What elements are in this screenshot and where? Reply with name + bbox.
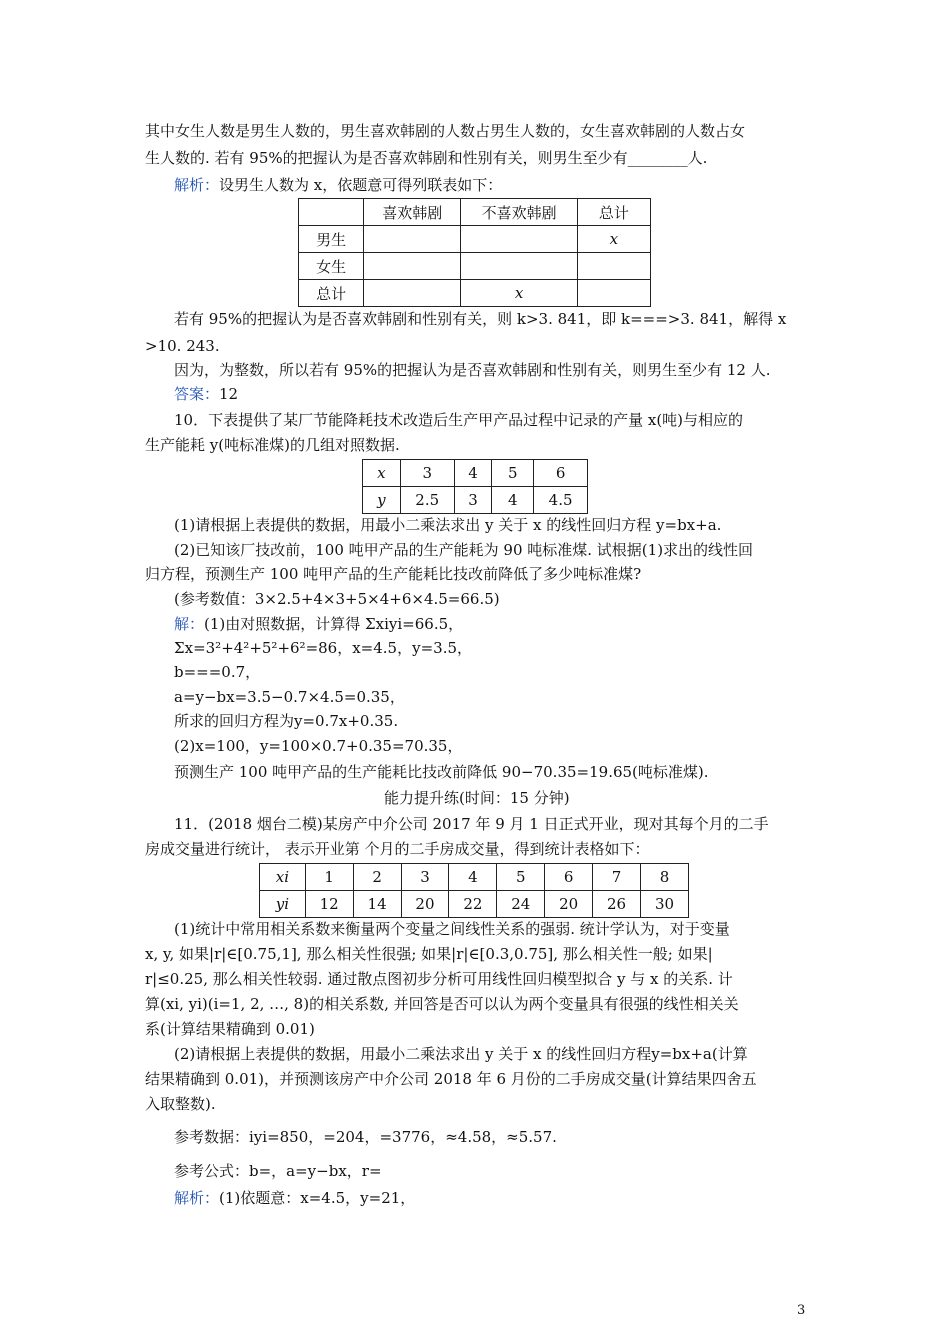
table-cell [461, 253, 577, 280]
table-cell: 2.5 [400, 487, 454, 514]
q11-part-1b: x, y, 如果|r|∈[0.75,1], 那么相关性很强; 如果|r|∈[0.3,0.75], 那么相关性一般; 如果| [145, 945, 713, 963]
q10-solution-4: a=y−bx=3.5−0.7×4.5=0.35， [174, 688, 405, 706]
q9-solution [174, 174, 502, 196]
table-row [299, 226, 651, 253]
table-cell: 8 [640, 864, 688, 891]
table-cell: x [577, 226, 650, 253]
table-cell [364, 226, 461, 253]
table-cell: 24 [497, 891, 545, 918]
table-cell: 26 [593, 891, 641, 918]
q10-solution-7: 预测生产 100 吨甲产品的生产能耗比技改前降低 90−70.35=19.65(吨标准煤). [174, 763, 709, 781]
table-header-cell [299, 199, 364, 226]
table-cell [364, 280, 461, 307]
table-header-cell: 总计 [577, 199, 650, 226]
q10-part-2b: 归方程，预测生产 100 吨甲产品的生产能耗比技改前降低了多少吨标准煤? [145, 565, 642, 583]
solution-text: (1)依题意：x=4.5，y=21， [219, 1189, 416, 1207]
table-row [299, 253, 651, 280]
table-cell [461, 226, 577, 253]
table-cell: 14 [353, 891, 401, 918]
q11-part-1c: r|≤0.25, 那么相关性较弱. 通过散点图初步分析可用线性回归模型拟合 y 与 x 的关系. 计 [145, 970, 733, 988]
table-row [363, 460, 588, 487]
q9-answer [174, 383, 238, 405]
table-cell [577, 253, 650, 280]
intro-line-1: 其中女生人数是男生人数的，男生喜欢韩剧的人数占男生人数的，女生喜欢韩剧的人数占女 [145, 122, 746, 140]
q10-line-1: 10．下表提供了某厂节能降耗技术改造后生产甲产品过程中记录的产量 x(吨)与相应的 [174, 411, 744, 429]
table-cell: 1 [305, 864, 353, 891]
q11-reference-data: 参考数据：iyi=850，=204，=3776，≈4.58，≈5.57. [174, 1128, 557, 1146]
table-cell [577, 280, 650, 307]
table-cell: 6 [545, 864, 593, 891]
table-cell: 20 [401, 891, 449, 918]
table-cell: 4 [492, 487, 534, 514]
q11-reference-formula: 参考公式：b=，a=y−bx，r= [174, 1162, 382, 1180]
table-cell: xi [260, 864, 306, 891]
table-cell: 3 [454, 487, 492, 514]
table-cell: 4.5 [534, 487, 588, 514]
q9-line-b: >10. 243. [145, 337, 220, 355]
table-cell: 6 [534, 460, 588, 487]
q10-solution-2: Σx=3²+4²+5²+6²=86，x=4.5，y=3.5， [174, 639, 473, 657]
table-header-cell: 不喜欢韩剧 [461, 199, 577, 226]
solution-label: 解析： [174, 1189, 220, 1207]
table-cell: 12 [305, 891, 353, 918]
q11-solution-1 [174, 1187, 415, 1209]
contingency-table [298, 198, 651, 307]
q10-solution-6: (2)x=100，y=100×0.7+0.35=70.35， [174, 737, 463, 755]
answer-label: 答案： [174, 385, 220, 403]
table-cell: 22 [449, 891, 497, 918]
q11-part-2c: 入取整数). [145, 1095, 216, 1113]
q11-line-1: 11．(2018 烟台二模)某房产中介公司 2017 年 9 月 1 日正式开业，现对其每个月的二手 [174, 815, 769, 833]
table-cell: x [461, 280, 577, 307]
table-cell: 4 [454, 460, 492, 487]
table-cell: yi [260, 891, 306, 918]
q10-part-2a: (2)已知该厂技改前，100 吨甲产品的生产能耗为 90 吨标准煤. 试根据(1)求出的线性回 [174, 541, 754, 559]
table-cell: 总计 [299, 280, 364, 307]
table-row [363, 487, 588, 514]
table-cell: y [363, 487, 401, 514]
solution-label: 解： [174, 615, 205, 633]
q10-solution-3: b===0.7， [174, 663, 261, 681]
section-title: 能力提升练(时间：15 分钟) [384, 789, 570, 807]
q10-solution-5: 所求的回归方程为y=0.7x+0.35. [174, 712, 399, 730]
table-cell: 男生 [299, 226, 364, 253]
q11-part-1e: 系(计算结果精确到 0.01) [145, 1020, 315, 1038]
page-number: 3 [797, 1303, 806, 1318]
q10-data-table [362, 459, 588, 514]
table-row [260, 864, 689, 891]
table-row [299, 280, 651, 307]
table-cell: 5 [497, 864, 545, 891]
table-header-cell: 喜欢韩剧 [364, 199, 461, 226]
q11-part-1a: (1)统计中常用相关系数来衡量两个变量之间线性关系的强弱. 统计学认为，对于变量 [174, 920, 730, 938]
table-cell: 30 [640, 891, 688, 918]
table-cell: 5 [492, 460, 534, 487]
q10-part-1: (1)请根据上表提供的数据，用最小二乘法求出 y 关于 x 的线性回归方程 y=bx+a. [174, 516, 722, 534]
table-cell: 20 [545, 891, 593, 918]
table-cell: 2 [353, 864, 401, 891]
q11-part-2b: 结果精确到 0.01)，并预测该房产中介公司 2018 年 6 月份的二手房成交量(计算结果四舍五 [145, 1070, 757, 1088]
table-row [260, 891, 689, 918]
q11-part-1d: 算(xi, yi)(i=1, 2, …, 8)的相关系数, 并回答是否可以认为两个变量具有很强的线性相关关 [145, 995, 739, 1013]
q11-line-2: 房成交量进行统计， 表示开业第 个月的二手房成交量，得到统计表格如下： [145, 840, 650, 858]
intro-line-2: 生人数的. 若有 95%的把握认为是否喜欢韩剧和性别有关，则男生至少有________人. [145, 149, 708, 167]
q10-line-2: 生产能耗 y(吨标准煤)的几组对照数据. [145, 436, 400, 454]
q10-reference: (参考数值：3×2.5+4×3+5×4+6×4.5=66.5) [174, 590, 500, 608]
table-cell: x [363, 460, 401, 487]
q9-line-a: 若有 95%的把握认为是否喜欢韩剧和性别有关，则 k>3. 841，即 k===>3. 841，解得 x [174, 310, 787, 328]
table-cell: 3 [400, 460, 454, 487]
solution-text: 设男生人数为 x，依题意可得列联表如下： [219, 176, 503, 194]
table-cell: 4 [449, 864, 497, 891]
table-cell: 3 [401, 864, 449, 891]
q10-solution-1 [174, 613, 463, 635]
q9-line-c: 因为，为整数，所以若有 95%的把握认为是否喜欢韩剧和性别有关，则男生至少有 12 人. [174, 361, 771, 379]
solution-label: 解析： [174, 176, 220, 194]
q11-data-table [259, 863, 689, 918]
table-cell: 女生 [299, 253, 364, 280]
solution-text: (1)由对照数据，计算得 Σxiyi=66.5， [204, 615, 464, 633]
answer-value: 12 [219, 385, 239, 403]
table-cell: 7 [593, 864, 641, 891]
q11-part-2a: (2)请根据上表提供的数据，用最小二乘法求出 y 关于 x 的线性回归方程y=bx+a(计算 [174, 1045, 748, 1063]
table-cell [364, 253, 461, 280]
